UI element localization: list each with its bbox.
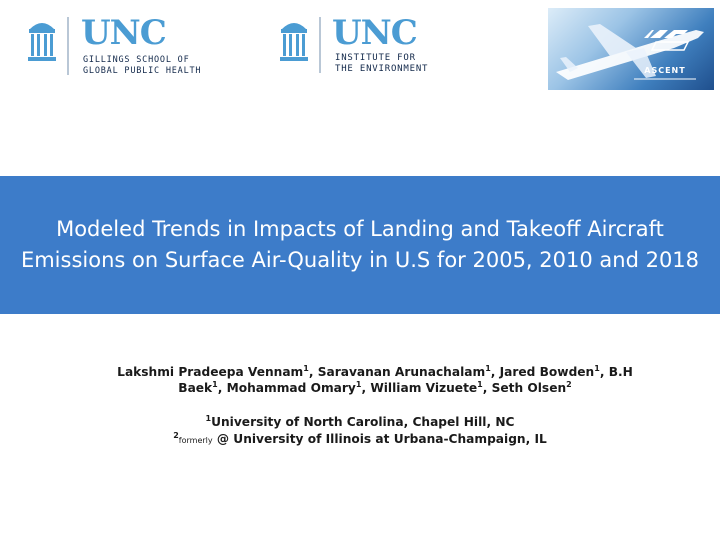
sph-subtitle-line1: GILLINGS SCHOOL OF — [83, 55, 190, 65]
author-list: Lakshmi Pradeepa Vennam$^1$, Saravanan Arunachalam$^1$, Jared Bowden$^1$, B.H Baek$^1$, Mohammad Omary$^1$, William Vizuete$^1$, Seth Olsen$^2$ — [117, 363, 633, 395]
old-well-icon — [27, 17, 57, 63]
unc-wordmark: UNC — [332, 13, 417, 53]
ascent-tagline-bar — [634, 78, 696, 80]
sph-subtitle-line2: GLOBAL PUBLIC HEALTH — [83, 66, 202, 76]
ascent-logo — [548, 8, 714, 90]
author-affiliation-mark: 1 — [303, 363, 309, 373]
logo-divider — [319, 17, 321, 73]
author-name: Mohammad Omary — [226, 381, 356, 395]
old-well-icon — [279, 17, 309, 63]
logo-divider — [67, 17, 69, 75]
affiliation-prefix: formerly — [178, 436, 213, 445]
author-affiliation-mark: 1 — [477, 379, 483, 389]
author-name: Saravanan Arunachalam — [317, 365, 486, 379]
affiliation-mark: 2 — [173, 430, 179, 440]
author-name: Jared Bowden — [499, 365, 595, 379]
unc-ie-logo — [277, 15, 455, 77]
author-name: Lakshmi Pradeepa Vennam — [117, 365, 304, 379]
title-banner — [0, 176, 720, 314]
ie-subtitle-line1: INSTITUTE FOR — [335, 53, 416, 63]
unc-gillings-logo — [27, 15, 237, 81]
author-name: B.H Baek — [178, 365, 633, 395]
affiliation-text: University of North Carolina, Chapel Hill, NC — [211, 415, 515, 429]
unc-wordmark: UNC — [81, 13, 166, 53]
affiliation-2 — [90, 431, 630, 449]
author-name: Seth Olsen — [491, 381, 567, 395]
ie-subtitle-line2: THE ENVIRONMENT — [335, 64, 429, 74]
author-affiliation-mark: 2 — [566, 379, 572, 389]
author-affiliation-mark: 1 — [594, 363, 600, 373]
affiliation-mark: 1 — [205, 413, 212, 423]
author-affiliation-mark: 1 — [212, 379, 218, 389]
author-affiliation-mark: 1 — [485, 363, 491, 373]
affiliation-text: @ University of Illinois at Urbana-Champaign, IL — [212, 432, 547, 446]
affiliation-1 — [90, 414, 630, 430]
ascent-wordmark: ASCENT — [644, 66, 686, 75]
author-name: William Vizuete — [370, 381, 478, 395]
slide-title: Modeled Trends in Impacts of Landing and Takeoff Aircraft Emissions on Surface Air-Quality in U.S for 2005, 2010 and 2018 — [20, 217, 700, 272]
author-affiliation-mark: 1 — [355, 379, 362, 389]
